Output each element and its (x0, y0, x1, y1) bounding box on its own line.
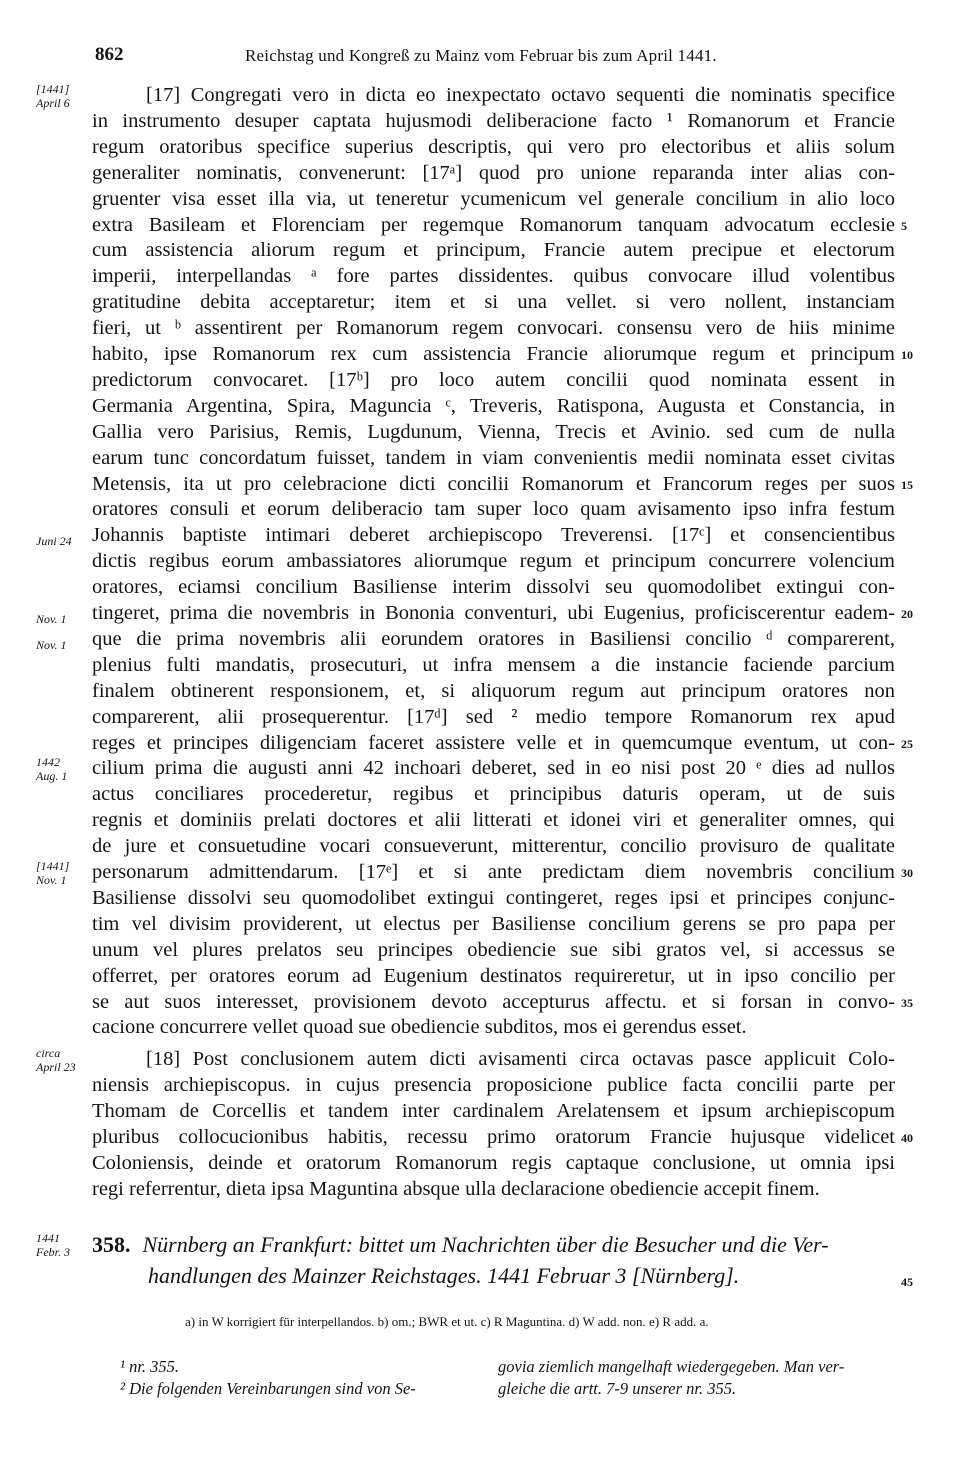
text-line: offerret, per oratores eorum ad Eugenium destinatos requireretur, ut in ipso concilio per (92, 964, 895, 987)
margin-date: Aug. 1 (36, 769, 68, 784)
document-heading-line-1 (92, 1230, 895, 1260)
text-line: plenius fulti mandatis, prosecuturi, ut infra mensem a die instancie faciende parcium (92, 653, 895, 676)
margin-date: Nov. 1 (36, 873, 67, 887)
text-line: regi referrentur, dieta ipsa Maguntina absque ulla declaracione obediencie accepit finem. (92, 1177, 820, 1200)
text-line: habito, ipse Romanorum rex cum assistencia Francie aliorumque regum et principum (92, 343, 895, 365)
margin-date: Nov. 1 (36, 637, 67, 652)
margin-date: [1441] (36, 82, 70, 96)
text-line: gratitudine debita acceptaretur; item et si una vellet. si vero nollent, instanciam (92, 291, 895, 314)
text-line: comparerent, alii prosequerentur. [17ᵈ] sed ² medio tempore Romanorum rex apud (92, 705, 895, 728)
text-line: cum assistencia aliorum regum et principum, Francie autem precipue et electorum (92, 239, 895, 262)
document-title-line-1: Nürnberg an Frankfurt: bittet um Nachrichten über die Besucher und die Ver- (142, 1232, 829, 1257)
text-line: in instrumento desuper captata hujusmodi deliberacione facto ¹ Romanorum et Francie (92, 109, 895, 132)
text-line: predictorum convocaret. [17ᵇ] pro loco autem concilii quod nominata essent in (92, 368, 895, 391)
margin-date: April 23 (36, 1060, 76, 1075)
text-line: Coloniensis, deinde et oratorum Romanorum regis captaque conclusione, ut omnia ipsi (92, 1151, 895, 1174)
text-line: fieri, ut ᵇ assentirent per Romanorum regem convocari. consensu vero de hiis minime (92, 317, 895, 340)
text-line: imperii, interpellandas ᵃ fore partes dissidentes. quibus convocare illud volentibus (92, 265, 895, 288)
text-line: Metensis, ita ut pro celebracione dicti concilii Romanorum et Francorum reges per suos (92, 472, 895, 495)
document-title-line-2: handlungen des Mainzer Reichstages. 1441 Februar 3 [Nürnberg]. (148, 1263, 740, 1288)
text-line: Gallia vero Parisius, Remis, Lugdunum, Vienna, Trecis et Avinio. sed cum de nulla (92, 420, 895, 443)
line-number: 35 (901, 995, 913, 1010)
line-number: 10 (901, 348, 913, 362)
text-line: extra Basileam et Florenciam per regemque Romanorum tanquam advocatum ecclesie (92, 213, 895, 236)
text-line: Germania Argentina, Spira, Maguncia ᶜ, Treveris, Ratispona, Augusta et Constancia, in (92, 394, 895, 417)
text-line: Thomam de Corcellis et tandem inter cardinalem Arelatensem et ipsum archiepiscopum (92, 1100, 895, 1123)
text-line: unum vel plures prelatos seu principes obediencie sue sibi gratos vel, si accessus se (92, 938, 895, 961)
text-line: de jure et consuetudine vocari consueverunt, mitterentur, concilio provisuro de qualitate (92, 835, 895, 858)
margin-date: circa (36, 1046, 61, 1061)
document-margin-date-day: Febr. 3 (36, 1245, 70, 1259)
line-number: 40 (901, 1131, 913, 1145)
text-line: [18] Post conclusionem autem dicti avisamenti circa octavas pasce applicuit Colo- (146, 1048, 895, 1071)
text-line: se aut suos interesset, provisionem devoto accepturus affectu. et si forsan in convo- (92, 990, 895, 1013)
document-number: 358. (92, 1232, 131, 1257)
text-line: Basiliense dissolvi seu quomodolibet extingui contingeret, reges ipsi et principes conjunc- (92, 886, 895, 909)
document-margin-date-year: 1441 (36, 1231, 60, 1245)
text-line: oratores consuli et eorum deliberacio tam super loco quam avisamento ipso infra festum (92, 498, 895, 521)
text-line: earum tunc concordatum fuisset, tandem in viam convenientis medii nominata esset civitas (92, 446, 895, 469)
text-line: tim vel divisim providerent, ut electus per Basiliense concilium gerens se pro papa per (92, 912, 895, 935)
text-line: personarum admittendarum. [17ᵉ] et si ante predictam diem novembris concilium (92, 861, 895, 883)
line-number: 30 (901, 866, 913, 880)
text-line: regum oratoribus specifice superius descriptis, qui vero pro electoribus et aliis solum (92, 135, 895, 158)
text-line: Johannis baptiste intimari deberet archiepiscopo Treverensi. [17ᶜ] et consencientibus (92, 524, 895, 547)
footnote-1: ¹ nr. 355. (120, 1357, 180, 1376)
footnote-2: ² Die folgenden Vereinbarungen sind von Se- (120, 1379, 416, 1398)
line-number-45: 45 (901, 1275, 913, 1289)
margin-date: Nov. 1 (36, 612, 67, 626)
text-line: reges et principes diligenciam faceret assistere velle et in quemcumque eventum, ut con- (92, 731, 895, 754)
text-line: pluribus collocucionibus habitis, recessu primo oratorum Francie hujusque videlicet (92, 1126, 895, 1148)
text-line: actus conciliares procederetur, regibus et principibus daturis operam, ut de suis (92, 783, 895, 806)
text-line: que die prima novembris alii eorundem oratores in Basiliensi concilio ᵈ comparerent, (92, 627, 895, 650)
text-line: finalem obtinerent responsionem, et, si aliquorum regum aut principum oratores non (92, 679, 895, 702)
text-line: regnis et dominiis prelati doctores et alii litterati et idonei viri et generaliter omnes, qui (92, 809, 895, 832)
margin-date: Juni 24 (36, 534, 72, 549)
text-line: cilium prima die augusti anni 42 inchoari deberet, sed in eo nisi post 20 ᵉ dies ad nullos (92, 757, 895, 780)
margin-date: 1442 (36, 755, 60, 770)
footnote-2-continued-2: gleiche die artt. 7-9 unserer nr. 355. (498, 1379, 737, 1398)
critical-apparatus: a) in W korrigiert für interpellandos. b) om.; BWR et ut. c) R Maguntina. d) W add. non. e) R add. a. (185, 1314, 709, 1329)
text-line: dictis regibus eorum ambassiatores aliorumque regum et principum concurrere volencium (92, 550, 895, 573)
text-line: [17] Congregati vero in dicta eo inexpectato octavo sequenti die nominatis specifice (146, 84, 895, 106)
line-number: 5 (901, 218, 907, 233)
text-line: oratores, eciamsi concilium Basiliense interim dissolvi seu quomodolibet extingui con- (92, 576, 895, 599)
margin-date: April 6 (36, 96, 70, 110)
text-line: gruenter visa esset illa via, ut teneretur ycumenicum vel generale concilium in alio loco (92, 187, 895, 210)
text-line: niensis archiepiscopus. in cujus presencia proposicione publice facta concilii parte per (92, 1074, 895, 1097)
margin-date: [1441] (36, 859, 70, 873)
text-line: tingeret, prima die novembris in Bononia conventuri, ubi Eugenius, proficiscerentur eadem- (92, 602, 895, 624)
line-number: 25 (901, 736, 913, 751)
line-number: 20 (901, 607, 913, 621)
text-line: cacione concurrere vellet quoad sue obediencie subditos, mos ei gerendus esset. (92, 1016, 747, 1039)
running-title: Reichstag und Kongreß zu Mainz vom Februar bis zum April 1441. (245, 46, 717, 65)
page-number: 862 (95, 44, 124, 65)
text-line: generaliter nominatis, convenerunt: [17ᵃ] quod pro unione reparanda inter alias con- (92, 161, 895, 184)
footnote-2-continued-1: govia ziemlich mangelhaft wiedergegeben. Man ver- (498, 1357, 845, 1376)
line-number: 15 (901, 477, 913, 492)
